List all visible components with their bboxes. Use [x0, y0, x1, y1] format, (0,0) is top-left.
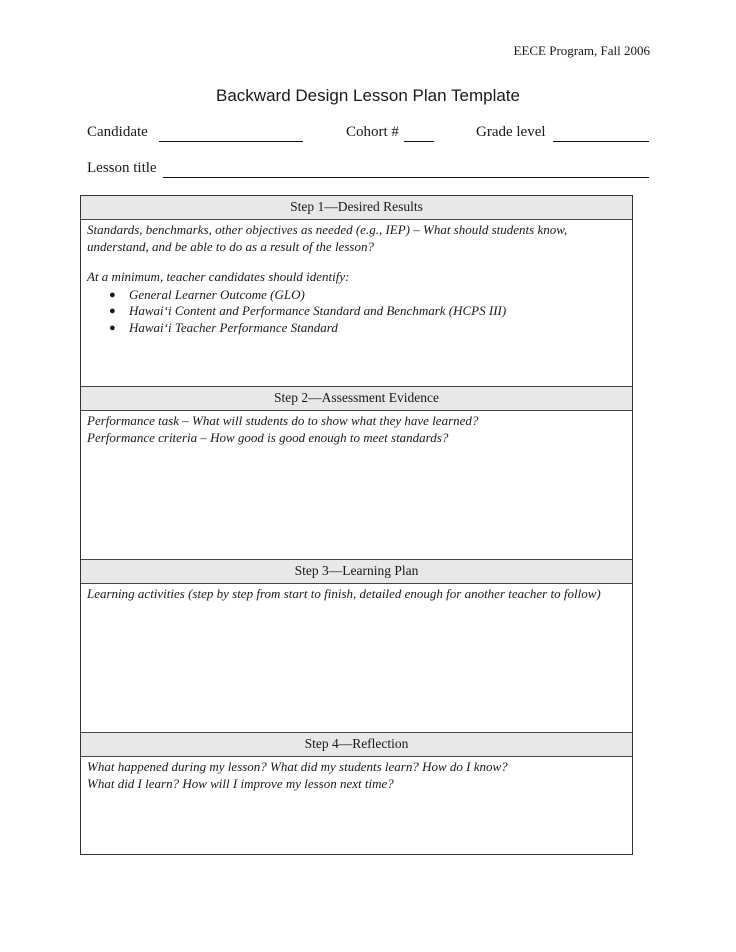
step-4-header: Step 4—Reflection	[81, 733, 632, 757]
bullet-icon: ●	[109, 288, 116, 301]
list-item: ● General Learner Outcome (GLO)	[109, 286, 305, 302]
step-3-section	[81, 560, 632, 732]
step-3-header: Step 3—Learning Plan	[81, 560, 632, 584]
lesson-title-label: Lesson title	[87, 160, 157, 176]
step-3-body[interactable]	[81, 584, 632, 732]
document-title: Backward Design Lesson Plan Template	[216, 86, 520, 105]
step-2-header: Step 2—Assessment Evidence	[81, 387, 632, 411]
step-1-header: Step 1—Desired Results	[81, 196, 632, 220]
bullet-icon: ●	[109, 321, 116, 334]
step-4-line-2: What did I learn? How will I improve my lesson next time?	[87, 775, 394, 791]
info-row	[87, 124, 667, 146]
grade-level-label: Grade level	[476, 124, 546, 140]
lesson-plan-table	[80, 195, 633, 855]
cohort-field[interactable]	[404, 141, 434, 142]
step-2-section	[81, 387, 632, 559]
list-item: ● Hawai‘i Teacher Performance Standard	[109, 319, 338, 335]
step-1-intro: At a minimum, teacher candidates should identify:	[87, 269, 350, 284]
step-2-line-2: Performance criteria – How good is good enough to meet standards?	[87, 429, 449, 445]
step-4-section	[81, 733, 632, 854]
step-1-line-2: understand, and be able to do as a result of the lesson?	[87, 238, 374, 254]
lesson-title-field[interactable]	[163, 177, 649, 178]
step-2-body[interactable]	[81, 411, 632, 559]
step-3-line-1: Learning activities (step by step from start to finish, detailed enough for another teacher to follow)	[87, 586, 601, 601]
step-1-section	[81, 196, 632, 386]
step-1-bullet-list	[87, 287, 626, 337]
step-1-line-1: Standards, benchmarks, other objectives as needed (e.g., IEP) – What should students know,	[87, 222, 568, 237]
step-4-line-1: What happened during my lesson? What did my students learn? How do I know?	[87, 759, 508, 774]
candidate-field[interactable]	[159, 141, 303, 142]
step-4-body[interactable]	[81, 757, 632, 854]
step-2-line-1: Performance task – What will students do to show what they have learned?	[87, 413, 479, 428]
candidate-label: Candidate	[87, 124, 148, 140]
list-item: ● Hawai‘i Content and Performance Standard and Benchmark (HCPS III)	[109, 303, 507, 318]
grade-level-field[interactable]	[553, 141, 649, 142]
step-1-body[interactable]	[81, 220, 632, 386]
cohort-label: Cohort #	[346, 124, 399, 140]
lesson-title-row	[87, 160, 667, 182]
bullet-icon: ●	[109, 305, 116, 317]
program-label: EECE Program, Fall 2006	[513, 43, 650, 58]
